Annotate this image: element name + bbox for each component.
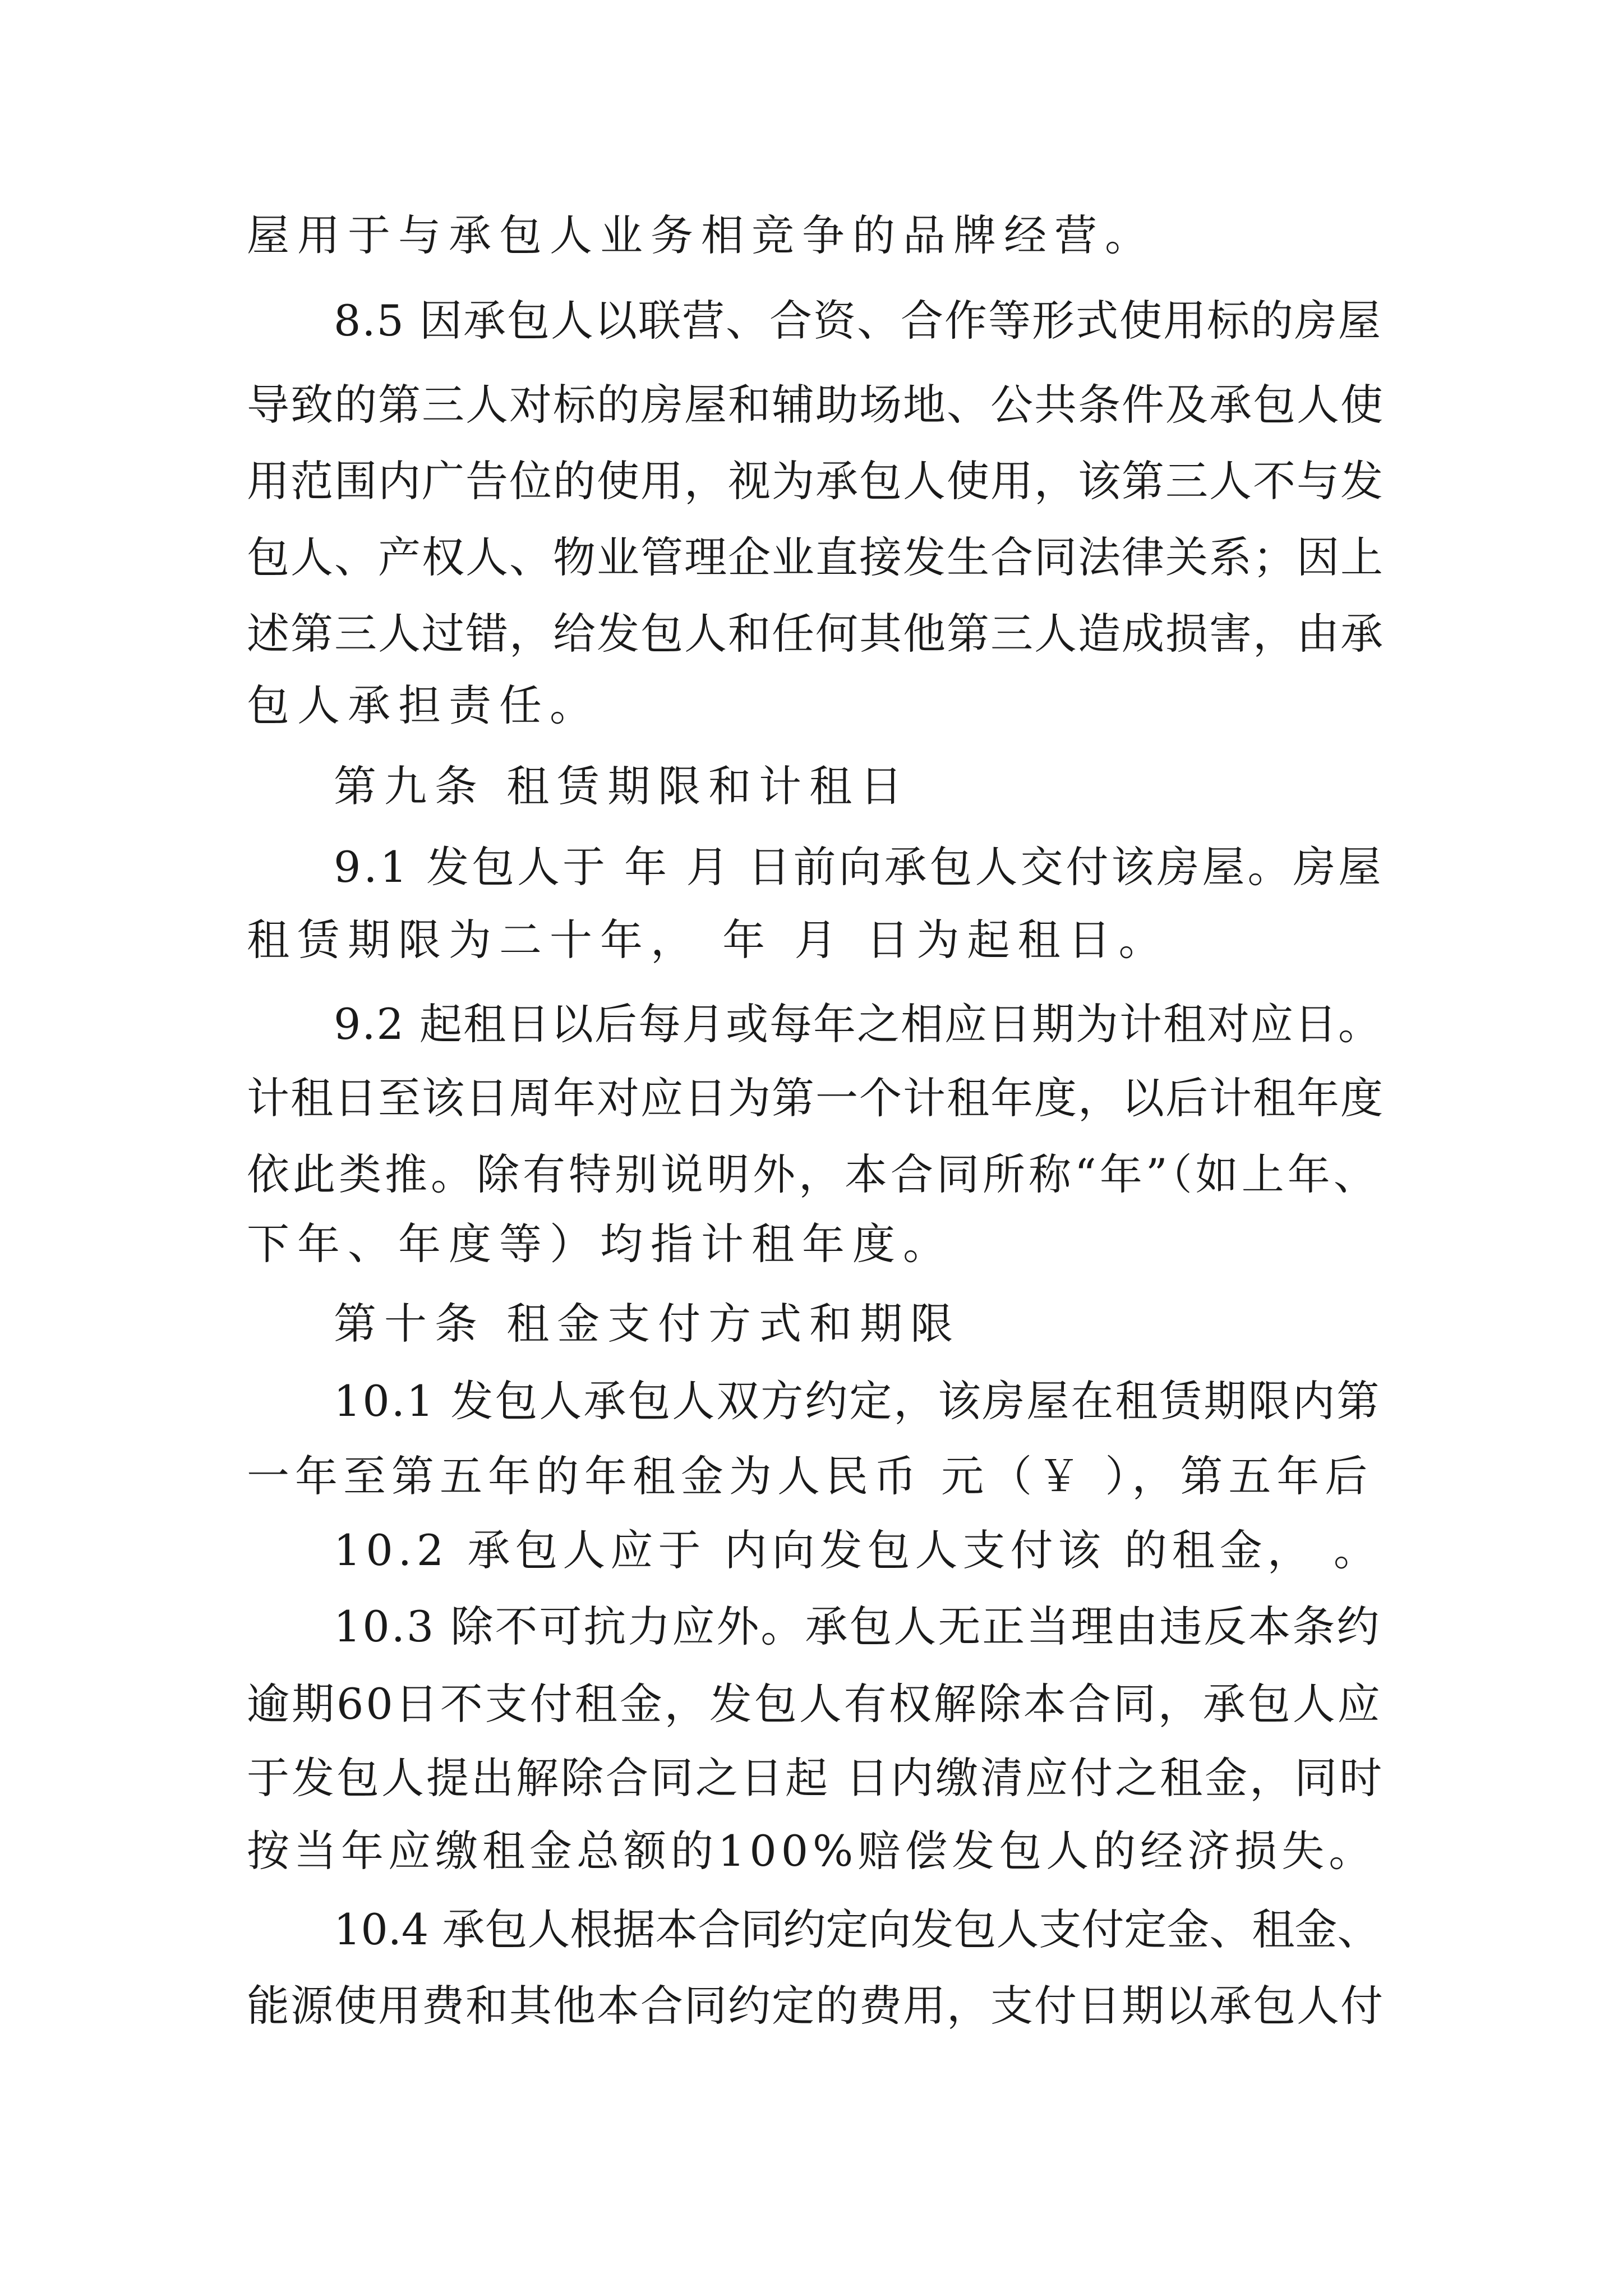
clause-10-4: 10.4 承包人根据本合同约定向发包人支付定金、租金、 [334,1904,1380,1954]
article-9-heading: 第九条 租赁期限和计租日 [334,761,911,811]
clause-10-3: 10.3 除不可抗力应外。承包人无正当理由违反本条约 [334,1602,1381,1651]
text-line: 计租日至该日周年对应日为第一个计租年度，以后计租年度 [247,1073,1384,1123]
text-line: 用范围内广告位的使用，视为承包人使用，该第三人不与发 [247,456,1384,506]
text-line: 租赁期限为二十年， 年 月 日为起租日。 [247,915,1169,965]
text-line: 述第三人过错，给发包人和任何其他第三人造成损害，由承 [247,609,1384,659]
clause-10-1: 10.1 发包人承包人双方约定，该房屋在租赁期限内第 [334,1376,1381,1426]
article-10-heading: 第十条 租金支付方式和期限 [334,1299,961,1349]
text-line: 屋用于与承包人业务相竞争的品牌经营。 [247,210,1155,260]
clause-9-2: 9.2 起租日以后每月或每年之相应日期为计租对应日。 [334,999,1382,1049]
text-line: 依此类推。除有特别说明外，本合同所称“年”（如上年、 [247,1149,1380,1199]
clause-8-5: 8.5 因承包人以联营、合资、合作等形式使用标的房屋 [334,296,1382,346]
text-line: 于发包人提出解除合同之日起 日内缴清应付之租金，同时 [247,1753,1385,1803]
text-line: 导致的第三人对标的房屋和辅助场地、公共条件及承包人使 [247,380,1384,430]
text-line: 按当年应缴租金总额的100%赔偿发包人的经济损失。 [247,1826,1376,1876]
text-line: 逾期60日不支付租金，发包人有权解除本合同，承包人应 [247,1679,1382,1729]
text-line: 包人、产权人、物业管理企业直接发生合同法律关系；因上 [247,532,1384,582]
text-line: 能源使用费和其他本合同约定的费用，支付日期以承包人付 [247,1981,1384,2031]
clause-10-2: 10.2 承包人应于 内向发包人支付该 的租金， 。 [334,1525,1381,1575]
text-line: 下年、年度等）均指计租年度。 [247,1219,953,1269]
text-line: 一年至第五年的年租金为人民币 元（￥ ），第五年后 [247,1451,1373,1501]
clause-9-1: 9.1 发包人于 年 月 日前向承包人交付该房屋。房屋 [334,842,1384,892]
text-line: 包人承担责任。 [247,680,600,730]
